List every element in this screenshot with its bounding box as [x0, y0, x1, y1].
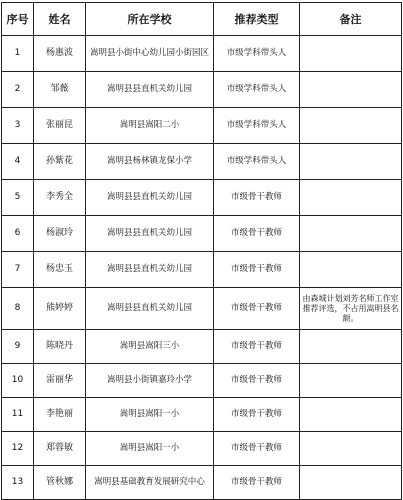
cell-school: 嵩明县嵩阳一小	[86, 398, 214, 432]
cell-type: 市级骨干教师	[214, 288, 300, 330]
cell-seq: 6	[2, 216, 34, 252]
cell-type: 市级学科带头人	[214, 36, 300, 72]
header-name: 姓名	[34, 3, 86, 36]
cell-school: 嵩明县嵩阳二小	[86, 108, 214, 144]
cell-note	[300, 108, 402, 144]
cell-note	[300, 398, 402, 432]
cell-school: 嵩明县小街中心幼儿园小街园区	[86, 36, 214, 72]
cell-note	[300, 364, 402, 398]
cell-note: 由森城计划刘芳名师工作室推荐评选，不占用嵩明县名额。	[300, 288, 402, 330]
cell-seq: 9	[2, 330, 34, 364]
cell-name: 李秀全	[34, 180, 86, 216]
cell-type: 市级骨干教师	[214, 364, 300, 398]
cell-school: 嵩明县县直机关幼儿园	[86, 252, 214, 288]
cell-name: 郑蓉敏	[34, 432, 86, 466]
table-row	[2, 72, 402, 108]
table-row	[2, 144, 402, 180]
cell-type: 市级骨干教师	[214, 180, 300, 216]
cell-school: 嵩明县县直机关幼儿园	[86, 288, 214, 330]
table-row	[2, 36, 402, 72]
cell-seq: 2	[2, 72, 34, 108]
cell-seq: 13	[2, 466, 34, 500]
cell-note	[300, 432, 402, 466]
cell-name: 杨淑玲	[34, 216, 86, 252]
cell-type: 市级骨干教师	[214, 216, 300, 252]
table-row	[2, 364, 402, 398]
cell-type: 市级骨干教师	[214, 398, 300, 432]
cell-name: 杨忠玉	[34, 252, 86, 288]
cell-name: 李艳丽	[34, 398, 86, 432]
header-row	[2, 3, 402, 36]
cell-type: 市级学科带头人	[214, 144, 300, 180]
cell-school: 嵩明县嵩阳三小	[86, 330, 214, 364]
cell-seq: 11	[2, 398, 34, 432]
cell-name: 陈晓丹	[34, 330, 86, 364]
cell-school: 嵩明县基础教育发展研究中心	[86, 466, 214, 500]
cell-seq: 3	[2, 108, 34, 144]
cell-name: 熊婷婷	[34, 288, 86, 330]
cell-note	[300, 36, 402, 72]
cell-note	[300, 330, 402, 364]
table-row	[2, 432, 402, 466]
cell-name: 管秋娜	[34, 466, 86, 500]
cell-name: 杨惠波	[34, 36, 86, 72]
cell-note	[300, 216, 402, 252]
table-row	[2, 216, 402, 252]
cell-seq: 12	[2, 432, 34, 466]
cell-name: 雷丽华	[34, 364, 86, 398]
cell-seq: 5	[2, 180, 34, 216]
teacher-recommendation-table	[1, 2, 402, 500]
table-row	[2, 252, 402, 288]
table-row	[2, 466, 402, 500]
cell-type: 市级骨干教师	[214, 252, 300, 288]
cell-type: 市级学科带头人	[214, 108, 300, 144]
header-school: 所在学校	[86, 3, 214, 36]
header-seq: 序号	[2, 3, 34, 36]
cell-school: 嵩明县嵩阳一小	[86, 432, 214, 466]
table-row	[2, 398, 402, 432]
cell-seq: 8	[2, 288, 34, 330]
cell-type: 市级骨干教师	[214, 466, 300, 500]
header-note: 备注	[300, 3, 402, 36]
cell-school: 嵩明县小街镇嘉玲小学	[86, 364, 214, 398]
cell-note	[300, 466, 402, 500]
cell-type: 市级骨干教师	[214, 330, 300, 364]
cell-type: 市级学科带头人	[214, 72, 300, 108]
table-row	[2, 288, 402, 330]
table-row	[2, 330, 402, 364]
cell-note	[300, 144, 402, 180]
cell-seq: 7	[2, 252, 34, 288]
cell-school: 嵩明县县直机关幼儿园	[86, 72, 214, 108]
table-row	[2, 108, 402, 144]
cell-note	[300, 180, 402, 216]
table-body	[2, 36, 402, 500]
cell-school: 嵩明县杨林镇龙保小学	[86, 144, 214, 180]
cell-type: 市级骨干教师	[214, 432, 300, 466]
cell-name: 张丽昆	[34, 108, 86, 144]
cell-school: 嵩明县县直机关幼儿园	[86, 180, 214, 216]
table-header	[2, 3, 402, 36]
header-type: 推荐类型	[214, 3, 300, 36]
cell-seq: 10	[2, 364, 34, 398]
cell-name: 邹薇	[34, 72, 86, 108]
cell-note	[300, 252, 402, 288]
cell-name: 孙紫花	[34, 144, 86, 180]
cell-school: 嵩明县县直机关幼儿园	[86, 216, 214, 252]
cell-seq: 1	[2, 36, 34, 72]
cell-note	[300, 72, 402, 108]
table-row	[2, 180, 402, 216]
cell-seq: 4	[2, 144, 34, 180]
